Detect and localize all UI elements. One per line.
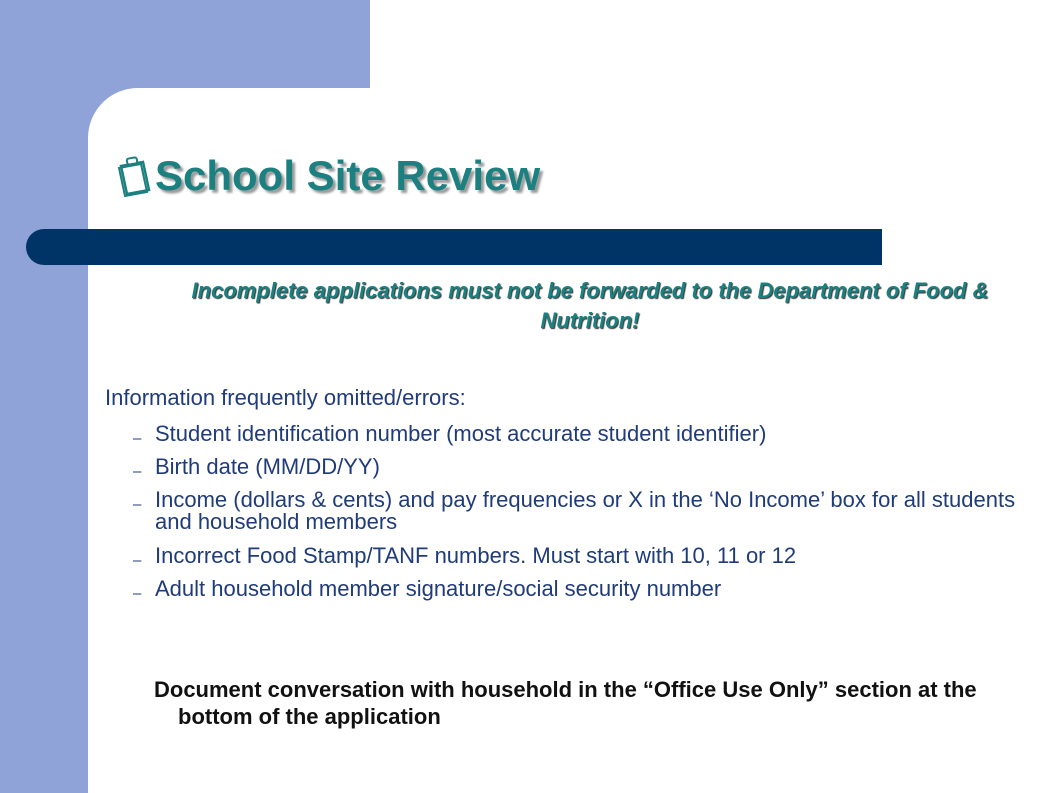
dash-bullet: – xyxy=(133,463,142,480)
dash-bullet: – xyxy=(133,585,142,602)
list-item xyxy=(133,456,1023,483)
note-text: Document conversation with household in the “Office Use Only” section at the bottom of the application xyxy=(154,677,977,729)
warning-text: Incomplete applications must not be forwarded to the Department of Food & Nutrition! xyxy=(191,278,989,333)
list-item xyxy=(133,489,1023,533)
slide-title-row xyxy=(113,152,540,200)
dash-bullet: – xyxy=(133,496,142,513)
list-item-text: Incorrect Food Stamp/TANF numbers. Must start with 10, 11 or 12 xyxy=(155,543,797,568)
clipboard-icon xyxy=(113,154,153,198)
intro-text: Information frequently omitted/errors: xyxy=(105,385,466,410)
dash-bullet: – xyxy=(133,430,142,447)
list-item-text: Birth date (MM/DD/YY) xyxy=(155,454,380,479)
list-item-text: Income (dollars & cents) and pay frequencies or X in the ‘No Income’ box for all students and household members xyxy=(155,487,1016,534)
slide-title: School Site Review xyxy=(155,152,541,199)
list-item xyxy=(133,578,1023,605)
top-decor-band xyxy=(0,0,370,88)
list-item-text: Adult household member signature/social security number xyxy=(155,576,722,601)
title-underline-bar xyxy=(26,229,882,265)
left-decor-band xyxy=(0,0,88,793)
list-item-text: Student identification number (most accurate student identifier) xyxy=(155,421,767,446)
list-item xyxy=(133,423,1023,450)
list-item xyxy=(133,545,1023,572)
dash-bullet: – xyxy=(133,552,142,569)
